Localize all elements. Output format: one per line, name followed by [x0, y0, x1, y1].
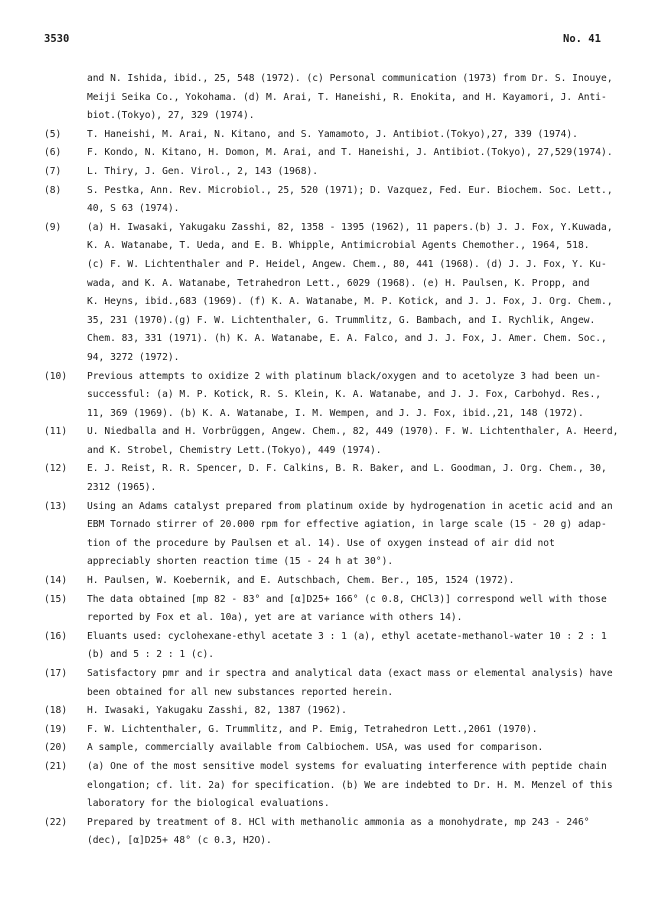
- reference-list: [44, 70, 640, 851]
- reference-line: Chem. 83, 331 (1971). (h) K. A. Watanabe, E. A. Falco, and J. J. Fox, J. Amer. Chem. Soc.,: [87, 333, 607, 345]
- reference-number: (14): [44, 575, 68, 587]
- reference-item: [44, 498, 640, 572]
- reference-number: (13): [44, 500, 68, 512]
- reference-item: [44, 628, 640, 665]
- reference-line: laboratory for the biological evaluations.: [87, 798, 330, 810]
- reference-number: (17): [44, 668, 68, 679]
- reference-line: A sample, commercially available from Calbiochem. USA, was used for comparison.: [87, 742, 544, 754]
- reference-item: [44, 758, 640, 814]
- reference-body: [87, 460, 640, 497]
- reference-line: (c) F. W. Lichtenthaler and P. Heidel, Angew. Chem., 80, 441 (1968). (d) J. J. Fox, Y. Ku-: [87, 258, 607, 270]
- reference-body: [87, 126, 640, 145]
- reference-number: (9): [44, 221, 62, 233]
- reference-body: [87, 628, 640, 665]
- reference-body: [87, 739, 640, 758]
- reference-number: (11): [44, 426, 68, 438]
- reference-line: H. Iwasaki, Yakugaku Zasshi, 82, 1387 (1962).: [87, 705, 347, 717]
- reference-line: elongation; cf. lit. 2a) for specification. (b) We are indebted to Dr. H. M. Menzel of this: [87, 779, 613, 791]
- reference-item: [44, 572, 640, 591]
- reference-line: (a) H. Iwasaki, Yakugaku Zasshi, 82, 1358 - 1395 (1962), 11 papers.(b) J. J. Fox, Y.Kuwada,: [87, 221, 613, 233]
- reference-line: (a) One of the most sensitive model systems for evaluating interference with peptide chain: [87, 760, 607, 772]
- reference-line: biot.(Tokyo), 27, 329 (1974).: [87, 110, 255, 122]
- reference-number: (18): [44, 705, 68, 717]
- reference-body: [87, 182, 640, 219]
- reference-line: EBM Tornado stirrer of 20.000 rpm for effective agiation, in large scale (15 - 20 g) adap-: [87, 519, 607, 531]
- reference-body: [87, 665, 640, 702]
- reference-body: [87, 572, 640, 591]
- reference-line: appreciably shorten reaction time (15 - 24 h at 30°).: [87, 556, 394, 568]
- reference-line: K. A. Watanabe, T. Ueda, and E. B. Whipple, Antimicrobial Agents Chemother., 1964, 518.: [87, 240, 590, 252]
- reference-items: [44, 126, 640, 851]
- reference-number: [44, 70, 87, 126]
- reference-item: [44, 126, 640, 145]
- reference-item: [44, 739, 640, 758]
- reference-line: Prepared by treatment of 8. HCl with methanolic ammonia as a monohydrate, mp 243 - 246°: [87, 816, 590, 828]
- reference-line: Meiji Seika Co., Yokohama. (d) M. Arai, T. Haneishi, R. Enokita, and H. Kayamori, J. Anti-: [87, 91, 607, 103]
- reference-line: Satisfactory pmr and ir spectra and analytical data (exact mass or elemental analysis) have: [87, 668, 613, 679]
- reference-line: Previous attempts to oxidize 2 with platinum black/oxygen and to acetolyze 3 had been un-: [87, 370, 602, 382]
- reference-number: (10): [44, 370, 68, 382]
- reference-line: E. J. Reist, R. R. Spencer, D. F. Calkins, B. R. Baker, and L. Goodman, J. Org. Chem., 30,: [87, 463, 607, 475]
- reference-line: F. W. Lichtenthaler, G. Trummlitz, and P. Emig, Tetrahedron Lett.,2061 (1970).: [87, 723, 538, 735]
- reference-number: (21): [44, 760, 68, 772]
- reference-line: 11, 369 (1969). (b) K. A. Watanabe, I. M. Wempen, and J. J. Fox, ibid.,21, 148 (1972).: [87, 407, 584, 419]
- reference-item: [44, 423, 640, 460]
- reference-number: (12): [44, 463, 68, 475]
- reference-number: (16): [44, 630, 68, 642]
- reference-item: [44, 163, 640, 182]
- reference-line: 2312 (1965).: [87, 482, 157, 494]
- reference-line: Eluants used: cyclohexane-ethyl acetate 3 : 1 (a), ethyl acetate-methanol-water 10 : 2 : 1: [87, 630, 607, 642]
- reference-body: [87, 219, 640, 368]
- reference-line: (dec), [α]D25+ 48° (c 0.3, H2O).: [87, 835, 272, 847]
- reference-item: [44, 182, 640, 219]
- reference-line: S. Pestka, Ann. Rev. Microbiol., 25, 520 (1971); D. Vazquez, Fed. Eur. Biochem. Soc. Lett.,: [87, 184, 613, 196]
- reference-line: and N. Ishida, ibid., 25, 548 (1972). (c) Personal communication (1973) from Dr. S. Inouye,: [87, 73, 613, 84]
- reference-line: and K. Strobel, Chemistry Lett.(Tokyo), 449 (1974).: [87, 444, 382, 456]
- reference-item: [44, 721, 640, 740]
- reference-item: [44, 219, 640, 368]
- reference-line: successful: (a) M. P. Kotick, R. S. Klein, K. A. Watanabe, and J. J. Fox, Carbohyd. Res.,: [87, 389, 602, 401]
- reference-line: U. Niedballa and H. Vorbrüggen, Angew. Chem., 82, 449 (1970). F. W. Lichtenthaler, A. Heerd,: [87, 426, 619, 438]
- reference-item: [44, 368, 640, 424]
- reference-line: 40, S 63 (1974).: [87, 203, 180, 215]
- reference-number: (7): [44, 165, 62, 177]
- reference-item: [44, 460, 640, 497]
- reference-item: [44, 144, 640, 163]
- reference-line: reported by Fox et al. 10a), yet are at variance with others 14).: [87, 612, 463, 624]
- reference-line: The data obtained [mp 82 - 83° and [α]D25+ 166° (c 0.8, CHCl3)] correspond well with those: [87, 593, 607, 605]
- reference-line: (b) and 5 : 2 : 1 (c).: [87, 649, 215, 661]
- reference-line: wada, and K. A. Watanabe, Tetrahedron Lett., 6029 (1968). (e) H. Paulsen, K. Propp, and: [87, 277, 590, 289]
- reference-line: 94, 3272 (1972).: [87, 351, 180, 363]
- page-number: 3530: [44, 33, 70, 45]
- reference-body: [87, 498, 640, 572]
- reference-line: L. Thiry, J. Gen. Virol., 2, 143 (1968).: [87, 165, 319, 177]
- reference-item: [44, 702, 640, 721]
- reference-line: H. Paulsen, W. Koebernik, and E. Autschbach, Chem. Ber., 105, 1524 (1972).: [87, 575, 515, 587]
- reference-item: [44, 814, 640, 851]
- reference-continuation: [44, 70, 640, 126]
- reference-line: Using an Adams catalyst prepared from platinum oxide by hydrogenation in acetic acid and an: [87, 500, 613, 512]
- reference-number: (8): [44, 184, 62, 196]
- reference-body: [87, 70, 640, 126]
- reference-number: (6): [44, 147, 62, 159]
- reference-number: (20): [44, 742, 68, 754]
- reference-number: (5): [44, 128, 62, 140]
- reference-body: [87, 721, 640, 740]
- reference-body: [87, 368, 640, 424]
- reference-body: [87, 702, 640, 721]
- reference-number: (19): [44, 723, 68, 735]
- reference-number: (22): [44, 816, 68, 828]
- reference-line: K. Heyns, ibid.,683 (1969). (f) K. A. Watanabe, M. P. Kotick, and J. J. Fox, J. Org. Chem.,: [87, 296, 613, 308]
- reference-item: [44, 591, 640, 628]
- reference-line: 35, 231 (1970).(g) F. W. Lichtenthaler, G. Trummlitz, G. Bambach, and I. Rychlik, Angew.: [87, 314, 596, 326]
- reference-line: been obtained for all new substances reported herein.: [87, 686, 394, 698]
- reference-body: [87, 423, 640, 460]
- reference-item: [44, 665, 640, 702]
- reference-body: [87, 144, 640, 163]
- reference-body: [87, 163, 640, 182]
- reference-line: F. Kondo, N. Kitano, H. Domon, M. Arai, and T. Haneishi, J. Antibiot.(Tokyo), 27,529(1974).: [87, 147, 613, 159]
- reference-body: [87, 758, 640, 814]
- reference-line: T. Haneishi, M. Arai, N. Kitano, and S. Yamamoto, J. Antibiot.(Tokyo),27, 339 (1974).: [87, 128, 578, 140]
- reference-number: (15): [44, 593, 68, 605]
- reference-body: [87, 591, 640, 628]
- reference-line: tion of the procedure by Paulsen et al. 14). Use of oxygen instead of air did not: [87, 537, 555, 549]
- issue-number: No. 41: [563, 33, 601, 45]
- reference-body: [87, 814, 640, 851]
